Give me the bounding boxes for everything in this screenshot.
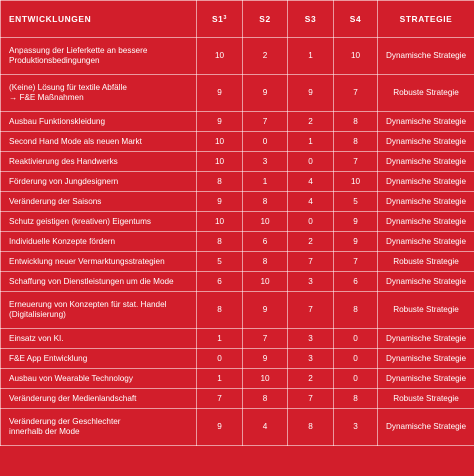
strategy-cell: Dynamische Strategie bbox=[378, 369, 474, 389]
s2-cell: 6 bbox=[243, 232, 288, 252]
header-s2: S2 bbox=[243, 1, 288, 38]
table-row bbox=[1, 272, 474, 292]
s4-cell: 5 bbox=[334, 192, 378, 212]
table-row bbox=[1, 152, 474, 172]
table-row bbox=[1, 172, 474, 192]
s3-cell: 4 bbox=[288, 172, 334, 192]
s2-cell: 8 bbox=[243, 252, 288, 272]
header-s3: S3 bbox=[288, 1, 334, 38]
strategy-cell: Robuste Strategie bbox=[378, 389, 474, 409]
development-cell: Einsatz von KI. bbox=[1, 329, 197, 349]
table-row bbox=[1, 75, 474, 112]
development-cell: Individuelle Konzepte fördern bbox=[1, 232, 197, 252]
s2-cell: 0 bbox=[243, 132, 288, 152]
s2-cell: 3 bbox=[243, 152, 288, 172]
table-row bbox=[1, 38, 474, 75]
s3-cell: 2 bbox=[288, 112, 334, 132]
table-row bbox=[1, 192, 474, 212]
s3-cell: 0 bbox=[288, 212, 334, 232]
s2-cell: 8 bbox=[243, 389, 288, 409]
s4-cell: 0 bbox=[334, 369, 378, 389]
s2-cell: 9 bbox=[243, 349, 288, 369]
s1-cell: 10 bbox=[197, 38, 243, 75]
s3-cell: 7 bbox=[288, 389, 334, 409]
strategy-cell: Dynamische Strategie bbox=[378, 232, 474, 252]
s1-cell: 1 bbox=[197, 329, 243, 349]
s3-cell: 1 bbox=[288, 38, 334, 75]
s2-cell: 9 bbox=[243, 75, 288, 112]
development-line-1: Anpassung der Lieferkette an bessere bbox=[9, 46, 148, 55]
s1-cell: 10 bbox=[197, 132, 243, 152]
s1-cell: 1 bbox=[197, 369, 243, 389]
development-line-2: innerhalb der Mode bbox=[9, 427, 80, 436]
table-row bbox=[1, 389, 474, 409]
development-cell: F&E App Entwicklung bbox=[1, 349, 197, 369]
strategy-cell: Dynamische Strategie bbox=[378, 192, 474, 212]
development-cell: Entwicklung neuer Vermarktungsstrategien bbox=[1, 252, 197, 272]
s4-cell: 6 bbox=[334, 272, 378, 292]
s2-cell: 10 bbox=[243, 272, 288, 292]
s4-cell: 8 bbox=[334, 132, 378, 152]
strategy-cell: Robuste Strategie bbox=[378, 252, 474, 272]
s3-cell: 2 bbox=[288, 369, 334, 389]
s1-cell: 8 bbox=[197, 172, 243, 192]
header-s1-label: S1 bbox=[211, 14, 224, 24]
s3-cell: 2 bbox=[288, 232, 334, 252]
development-cell: Veränderung der Medienlandschaft bbox=[1, 389, 197, 409]
s3-cell: 0 bbox=[288, 152, 334, 172]
s3-cell: 3 bbox=[288, 329, 334, 349]
s4-cell: 10 bbox=[334, 172, 378, 192]
strategy-cell: Dynamische Strategie bbox=[378, 409, 474, 446]
s4-cell: 0 bbox=[334, 329, 378, 349]
strategy-cell: Dynamische Strategie bbox=[378, 349, 474, 369]
header-row bbox=[1, 1, 474, 38]
development-cell bbox=[1, 292, 197, 329]
s4-cell: 3 bbox=[334, 409, 378, 446]
s3-cell: 4 bbox=[288, 192, 334, 212]
s4-cell: 9 bbox=[334, 232, 378, 252]
strategy-cell: Robuste Strategie bbox=[378, 75, 474, 112]
s1-cell: 10 bbox=[197, 152, 243, 172]
s3-cell: 1 bbox=[288, 132, 334, 152]
s1-cell: 9 bbox=[197, 409, 243, 446]
development-cell: Reaktivierung des Handwerks bbox=[1, 152, 197, 172]
s4-cell: 7 bbox=[334, 152, 378, 172]
development-cell bbox=[1, 38, 197, 75]
s3-cell: 8 bbox=[288, 409, 334, 446]
header-strategy: STRATEGIE bbox=[378, 1, 474, 38]
development-cell: Ausbau von Wearable Technology bbox=[1, 369, 197, 389]
strategy-cell: Dynamische Strategie bbox=[378, 38, 474, 75]
table-row bbox=[1, 112, 474, 132]
s1-cell: 8 bbox=[197, 232, 243, 252]
s2-cell: 10 bbox=[243, 369, 288, 389]
s3-cell: 7 bbox=[288, 292, 334, 329]
development-cell: Second Hand Mode als neuen Markt bbox=[1, 132, 197, 152]
table-row bbox=[1, 212, 474, 232]
s2-cell: 1 bbox=[243, 172, 288, 192]
s2-cell: 4 bbox=[243, 409, 288, 446]
s1-cell: 8 bbox=[197, 292, 243, 329]
table-row bbox=[1, 292, 474, 329]
development-cell: Förderung von Jungdesignern bbox=[1, 172, 197, 192]
s4-cell: 10 bbox=[334, 38, 378, 75]
header-s1 bbox=[197, 1, 243, 38]
development-line-1: (Keine) Lösung für textile Abfälle bbox=[9, 83, 127, 92]
strategy-cell: Dynamische Strategie bbox=[378, 172, 474, 192]
s1-cell: 10 bbox=[197, 212, 243, 232]
s1-cell: 5 bbox=[197, 252, 243, 272]
development-cell: Schutz geistigen (kreativen) Eigentums bbox=[1, 212, 197, 232]
development-cell: Veränderung der Saisons bbox=[1, 192, 197, 212]
s1-cell: 9 bbox=[197, 112, 243, 132]
s4-cell: 8 bbox=[334, 389, 378, 409]
development-line-1: Veränderung der Geschlechter bbox=[9, 417, 121, 426]
table-row bbox=[1, 252, 474, 272]
strategy-cell: Dynamische Strategie bbox=[378, 152, 474, 172]
development-line-2: Produktionsbedingungen bbox=[9, 56, 100, 65]
s4-cell: 7 bbox=[334, 252, 378, 272]
header-development: ENTWICKLUNGEN bbox=[1, 1, 197, 38]
strategy-cell: Dynamische Strategie bbox=[378, 132, 474, 152]
s3-cell: 3 bbox=[288, 272, 334, 292]
s4-cell: 7 bbox=[334, 75, 378, 112]
strategy-cell: Dynamische Strategie bbox=[378, 272, 474, 292]
development-cell bbox=[1, 409, 197, 446]
strategy-cell: Dynamische Strategie bbox=[378, 329, 474, 349]
s2-cell: 2 bbox=[243, 38, 288, 75]
table-row bbox=[1, 232, 474, 252]
s3-cell: 9 bbox=[288, 75, 334, 112]
strategy-cell: Robuste Strategie bbox=[378, 292, 474, 329]
strategy-cell: Dynamische Strategie bbox=[378, 212, 474, 232]
s2-cell: 8 bbox=[243, 192, 288, 212]
table-row bbox=[1, 349, 474, 369]
development-cell: Schaffung von Dienstleistungen um die Mode bbox=[1, 272, 197, 292]
s1-cell: 9 bbox=[197, 192, 243, 212]
table-row bbox=[1, 409, 474, 446]
table-row bbox=[1, 369, 474, 389]
s1-cell: 0 bbox=[197, 349, 243, 369]
development-line-1: Erneuerung von Konzepten für stat. Handel bbox=[9, 300, 167, 309]
header-s1-footnote: 3 bbox=[223, 15, 228, 21]
s4-cell: 8 bbox=[334, 112, 378, 132]
table-row bbox=[1, 329, 474, 349]
development-line-2: → F&E Maßnahmen bbox=[9, 93, 84, 102]
development-cell: Ausbau Funktionskleidung bbox=[1, 112, 197, 132]
development-cell bbox=[1, 75, 197, 112]
header-s4: S4 bbox=[334, 1, 378, 38]
table-row bbox=[1, 132, 474, 152]
s3-cell: 3 bbox=[288, 349, 334, 369]
s4-cell: 8 bbox=[334, 292, 378, 329]
s4-cell: 9 bbox=[334, 212, 378, 232]
development-line-2: (Digitalisierung) bbox=[9, 310, 66, 319]
strategy-cell: Dynamische Strategie bbox=[378, 112, 474, 132]
s2-cell: 9 bbox=[243, 292, 288, 329]
s2-cell: 7 bbox=[243, 112, 288, 132]
s2-cell: 7 bbox=[243, 329, 288, 349]
s4-cell: 0 bbox=[334, 349, 378, 369]
s1-cell: 9 bbox=[197, 75, 243, 112]
s1-cell: 6 bbox=[197, 272, 243, 292]
s3-cell: 7 bbox=[288, 252, 334, 272]
s2-cell: 10 bbox=[243, 212, 288, 232]
s1-cell: 7 bbox=[197, 389, 243, 409]
